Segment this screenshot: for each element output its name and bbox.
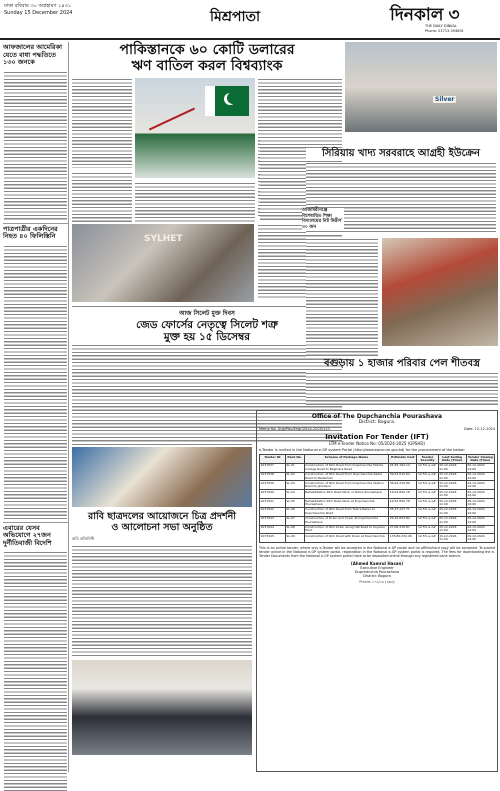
sign-office: Dupchanchia Pourashava [354, 570, 400, 575]
table-cell-cost: 35,37,227.71 [389, 507, 417, 516]
mid-story [72, 306, 342, 342]
table-cell-pack: SL-02 [285, 472, 304, 481]
table-cell-sec: 12.5% e-GP [417, 499, 438, 508]
table-cell-id: 1037937 [260, 463, 286, 472]
date-bn: ঢাকা রবিবার ৩০ অগ্রহায়ণ ১৪৩১ [4, 3, 72, 9]
table-cell-name: Construction of RCC Road From Dupchanchia Sadar Road to Nadanbari [304, 472, 389, 481]
table-cell-id: 1037939 [260, 481, 286, 490]
table-cell-pack: SL-07 [285, 516, 304, 525]
col-header: Estimate Cost [389, 455, 417, 464]
table-cell-close: 29-12-2024 14:00 [466, 499, 494, 508]
table-cell-pack: SL-06 [285, 507, 304, 516]
col-header: Tender ID [260, 455, 286, 464]
right-top-photo [345, 42, 497, 132]
table-cell-sec: 12.5% e-GP [417, 481, 438, 490]
table-cell-pack: SL-09 [285, 534, 304, 543]
table-cell-sell: 15-12-2024 11:00 [438, 499, 466, 508]
table-cell-name: Construction of RCC Road from Dupchanchia Station Road to Jamalpur [304, 481, 389, 490]
table-cell-sec: 12.5% e-GP [417, 490, 438, 499]
tender-district: District: Bogura. [358, 420, 396, 425]
chart-arrow-icon [149, 108, 195, 131]
table-cell-sec: 12.5% e-GP [417, 463, 438, 472]
table-cell-id: 1037942 [260, 507, 286, 516]
table-cell-cost: 19,52,840.78 [389, 499, 417, 508]
date-en: Sunday 15 December 2024 [4, 10, 73, 16]
table-cell-close: 29-12-2024 14:00 [466, 525, 494, 534]
table-cell-name: Construction of RCC Road from Talora Bazar to Dupchanchia Road [304, 507, 389, 516]
table-cell-sec: 12.5% e-GP [417, 472, 438, 481]
table-row [260, 507, 495, 516]
art-text [72, 545, 252, 657]
mid-tagline: আজ সিলেট মুক্ত দিবস [179, 310, 235, 317]
table-cell-pack: SL-05 [285, 499, 304, 508]
table-cell-sell: 15-12-2024 11:00 [438, 534, 466, 543]
tender-date: Date: 12-12-2024 [464, 427, 495, 431]
syria-headline: সিরিয়ায় খাদ্য সরবরাহে আগ্রহী ইউক্রেন [306, 148, 496, 160]
masthead [0, 0, 500, 40]
table-cell-cost: 24,55,162.14 [389, 463, 417, 472]
lead-photo-illustration [135, 78, 255, 178]
table-row [260, 534, 495, 543]
tender-table-body [260, 463, 495, 542]
tender-ref: দিনকাল-১০৫/২৪ (৪x৫) [359, 580, 395, 585]
page-number: ৩ [448, 5, 460, 25]
col-header: Scheme of Package Name [304, 455, 389, 464]
table-cell-sell: 15-12-2024 11:00 [438, 490, 466, 499]
photo-caption: SYLHET [144, 234, 183, 244]
table-cell-id: 1037944 [260, 525, 286, 534]
table-cell-sell: 15-12-2024 11:00 [438, 481, 466, 490]
lead-headline-2: ঋণ বাতিল করল বিশ্বব্যাংক [131, 58, 283, 74]
left-headline-3: এবারের যেসব অভিযোগে ২৭জন দুর্নীতিবাজী বিদেশি [3, 522, 68, 550]
left-headline-2: পাত্রপাত্রীর একদিনের নিহত ৪০ ফিলিস্তিনি [3, 223, 68, 243]
table-cell-name: Construction of Drain and Cover at Dupchanchia Pourashava [304, 516, 389, 525]
sign-district: District: Bogura [363, 574, 391, 579]
sign-title: Executive Engineer [360, 566, 394, 571]
table-cell-name: Construction of RCC Road with Drain at Dupchanchia [304, 534, 389, 543]
mid-headline-1: জেড ফোর্সের নেতৃত্বে সিলেট শত্রু [136, 319, 278, 331]
tender-footer: This is an online tender, where only e-Tender will be accepted in the National e-GP portal and no offline/hard copy will be accepted. To submit tender online in the National e-GP system portal, registration in the National e-GP system portal is required. The fees for downloading the e-Tender Documents from the National e-GP system portal have to be deposited online through any registered bank branch. [259, 546, 495, 559]
table-cell-pack: SL-04 [285, 490, 304, 499]
winter-text [306, 372, 498, 406]
tender-notice [256, 410, 498, 772]
logo [390, 2, 496, 24]
art-top-photo [72, 447, 252, 507]
table-cell-pack: SL-08 [285, 525, 304, 534]
lead-text-a [72, 78, 132, 168]
table-cell-close: 29-12-2024 14:00 [466, 490, 494, 499]
table-cell-close: 29-12-2024 14:00 [466, 472, 494, 481]
art-bottom-photo [72, 660, 252, 755]
table-cell-sell: 15-12-2024 11:00 [438, 463, 466, 472]
table-cell-id: 1037943 [260, 516, 286, 525]
col-header: Last Selling Date (Time) [438, 455, 466, 464]
table-row [260, 516, 495, 525]
left-text-1 [4, 71, 67, 221]
table-cell-id: 1037945 [260, 534, 286, 543]
left-column [3, 42, 69, 772]
tender-office: Office of The Dupchanchia Pourashava [311, 413, 443, 420]
table-cell-close: 29-12-2024 14:00 [466, 516, 494, 525]
lead-text-d [135, 182, 255, 222]
table-cell-sell: 15-12-2024 11:00 [438, 472, 466, 481]
table-cell-name: Construction of RCC Drain along Hat Road to Koysher Moor [304, 525, 389, 534]
logo-sub: THE DAILY DINKAL [425, 24, 457, 28]
table-cell-cost: 135,89,232.46 [389, 534, 417, 543]
table-cell-cost: 27,06,339.87 [389, 525, 417, 534]
tender-subtitle: LTM e-Tender Notice No: 05/2024-2025 (GPSHD) [329, 441, 425, 446]
left-text-3 [4, 551, 67, 791]
col-header: Tender Security [417, 455, 438, 464]
table-cell-name: Rehabilitation RCC Road Work at Dupchanchia Pourashava [304, 499, 389, 508]
sylhet-photo [72, 224, 254, 302]
table-cell-cost: 29,32,833.84 [389, 516, 417, 525]
table-cell-sell: 15-12-2024 11:00 [438, 516, 466, 525]
art-headline-2: ও আলোচনা সভা অনুষ্ঠিত [111, 522, 213, 533]
art-headline-1: রাবি ছাত্রদলের আয়োজনে চিত্র প্রদর্শনী [88, 511, 236, 522]
table-cell-sec: 12.5% e-GP [417, 525, 438, 534]
banner-text: Silver [435, 96, 455, 103]
table-row [260, 490, 495, 499]
contact: Phone: 01713-394891 [425, 29, 464, 33]
table-cell-name: Construction of RCC Road from Dupchanchia Mohila College Road to Bagmara Road [304, 463, 389, 472]
sub-headline: আজমিরীগঞ্জে বিশেষায়িত শিক্ষা বিদ্যালয়ের নিট উত্তীর্ণ ৩০ জন [302, 208, 344, 230]
left-headline-1: আফজালের আমেরিকা যেতে বাধা পদ্ধতিতে ১৩০ জনকে [3, 43, 62, 66]
art-story [72, 444, 252, 772]
table-cell-cost: 39,53,610.64 [389, 472, 417, 481]
table-row [260, 463, 495, 472]
table-cell-close: 29-12-2024 14:00 [466, 507, 494, 516]
tender-title: Invitation For Tender (IFT) [325, 433, 429, 441]
table-row [260, 499, 495, 508]
col-header: Tender Closing Date (Time) [467, 454, 493, 462]
section-title: মিশ্রপাতা [210, 9, 261, 25]
tender-memo: Memo No. Dup/Pou/Engr/2024-2025/123 [259, 427, 330, 431]
table-cell-id: 1037938 [260, 472, 286, 481]
art-byline: রাবি প্রতিনিধি [72, 536, 95, 541]
col-header: Pack No. [285, 455, 304, 464]
winter-left-text [306, 238, 378, 358]
table-cell-id: 1037940 [260, 490, 286, 499]
tender-table [259, 454, 495, 543]
table-cell-pack: SL-03 [285, 481, 304, 490]
table-cell-id: 1037941 [260, 499, 286, 508]
logo-text: দিনকাল [390, 5, 444, 25]
mid-headline-2: মুক্ত হয় ১৫ ডিসেম্বর [163, 331, 251, 343]
table-cell-sec: 12.5% e-GP [417, 507, 438, 516]
winter-headline: বগুড়ায় ১ হাজার পরিবার পেল শীতবস্ত্র [324, 358, 480, 369]
winter-photo [382, 238, 498, 346]
table-cell-cost: 19,52,840.78 [389, 490, 417, 499]
crescent-icon [227, 92, 239, 104]
table-cell-name: Rehabilitation RCC Road Work in Talora Pourashava [304, 490, 389, 499]
left-text-2 [4, 245, 67, 520]
table-row [260, 525, 495, 534]
table-row [260, 481, 495, 490]
table-cell-close: 29-12-2024 14:00 [466, 534, 494, 543]
table-row [260, 472, 495, 481]
table-cell-sec: 12.5% e-GP [417, 534, 438, 543]
table-cell-sell: 15-12-2024 11:00 [438, 525, 466, 534]
table-cell-pack: SL-01 [285, 463, 304, 472]
sign-name: (Ahmed Kamrul Hasan) [350, 561, 404, 567]
table-cell-sec: 12.5% e-GP [417, 516, 438, 525]
lead-headline-1: পাকিস্তানকে ৬০ কোটি ডলারের [119, 42, 295, 58]
table-cell-close: 29-12-2024 14:00 [466, 481, 494, 490]
table-cell-cost: 36,93,210.89 [389, 481, 417, 490]
table-cell-close: 29-12-2024 14:00 [466, 463, 494, 472]
table-cell-sell: 15-12-2024 11:00 [438, 507, 466, 516]
tender-intro: e-Tender is invited in the National e-GP system Portal (http://www.eprocure.gov.bd) for the procurement of the below: [259, 448, 465, 452]
